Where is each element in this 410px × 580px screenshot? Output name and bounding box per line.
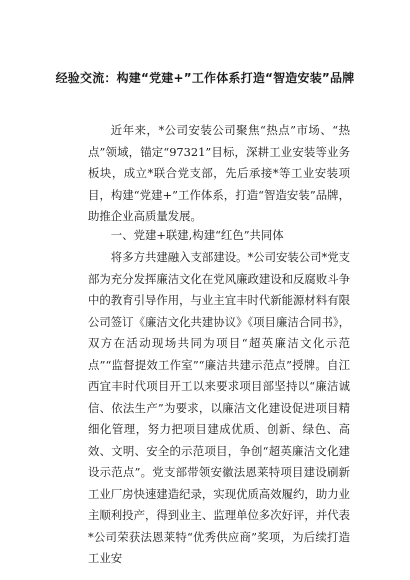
section-heading: 一、党建+联建,构建“红色”共同体 [110, 228, 284, 242]
paragraph-section-one: 将多方共建融入支部建设。*公司安装公司*党支部为充分发挥廉洁文化在党风廉政建设和反腐败斗争中的教育引导作用，与业主宜丰时代新能源材料有限公司签订《廉洁文化共建协议》《项目廉洁合同书》，双方在活动现场共同为项目“超英廉洁文化示范点”“监督提效工作室”“廉洁共建示范点”授牌。自江西宜丰时代项目开工以来要求项目部坚持以“廉洁诚信、依法生产”为要求，以廉洁文化建设促进项目精细化管理，努力把项目建成优质、创新、绿色、高效、文明、安全的示范项目，争创“超英廉洁文化建设示范点”。党支部带领安徽法恩莱特项目建设刷新工业厂房快速建造纪录，实现优质高效履约，助力业主顺利投产，得到业主、监理单位多次好评，并代表*公司荣获法恩莱特“优秀供应商”奖项，为后续打造工业安 [88, 250, 351, 565]
paragraph-intro: 近年来，*公司安装公司聚焦“热点”市场、“热点”领域，锚定“97321”目标，深耕工业安装等业务板块，成立*联合党支部，先后承接*等工业安装项目，构建“党建+”工作体系，打造“智造安装”品牌，助推企业高质量发展。 [88, 123, 350, 223]
document-title: 经验交流：构建“党建+”工作体系打造“智造安装”品牌 [55, 71, 355, 85]
